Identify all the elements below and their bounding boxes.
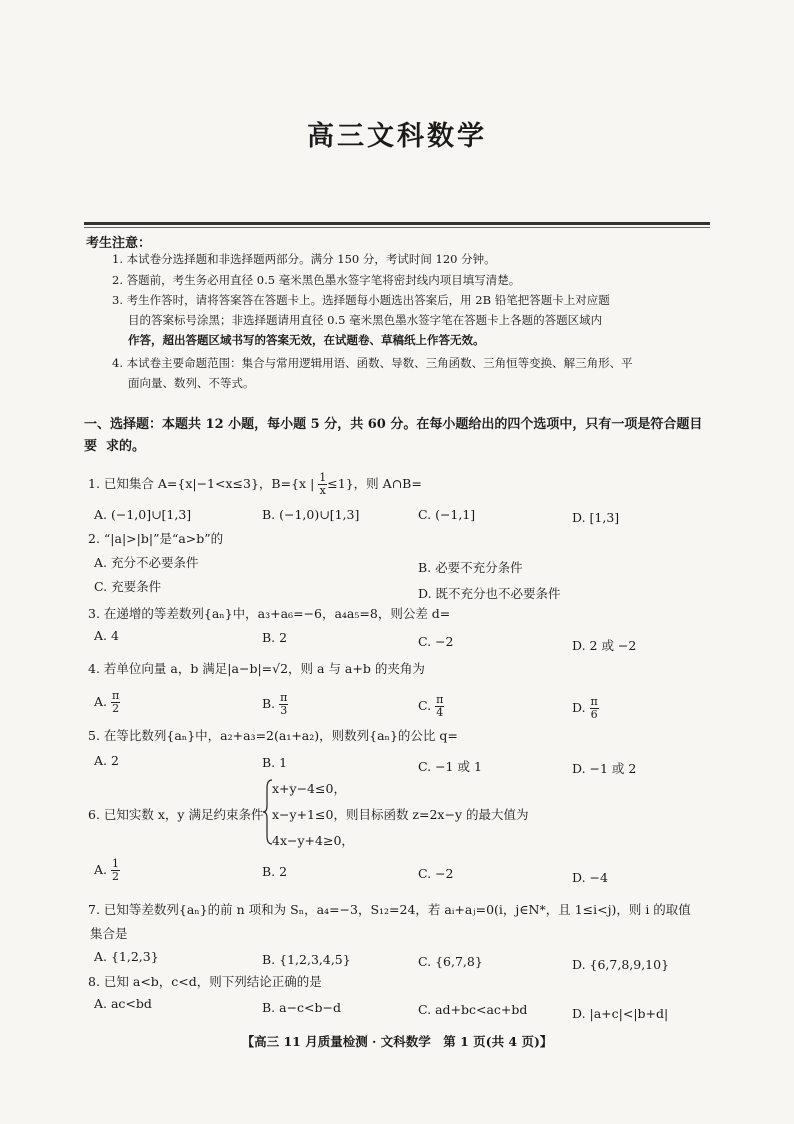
notice-item: 面向量、数列、不等式。 (128, 376, 255, 390)
option-a: A. (−1,0]∪[1,3] (94, 507, 192, 522)
option-b: B. {1,2,3,4,5} (262, 952, 351, 967)
page-title: 高三文科数学 (307, 121, 487, 152)
notice-heading: 考生注意： (86, 236, 152, 251)
option-a: A. 充分不必要条件 (94, 555, 199, 570)
option-d: D. −1 或 2 (572, 761, 637, 776)
option-d: D. [1,3] (572, 510, 620, 525)
option-c: C. −2 (418, 634, 454, 649)
question-4-stem: 4. 若单位向量 a，b 满足|a−b|=√2，则 a 与 a+b 的夹角为 (88, 661, 425, 676)
header-rule-thin (84, 227, 710, 228)
notice-item: 1. 本试卷分选择题和非选择题两部分。满分 150 分，考试时间 120 分钟。 (112, 252, 496, 266)
option-a: A. $\frac{1}{2}$ (94, 857, 119, 883)
option-b: B. (−1,0)∪[1,3] (262, 507, 360, 522)
option-d: D. {6,7,8,9,10} (572, 957, 670, 972)
notice-item: 4. 本试卷主要命题范围：集合与常用逻辑用语、函数、导数、三角函数、三角恒等变换、解三角形、平 (112, 356, 633, 370)
option-d: D. 既不充分也不必要条件 (418, 586, 561, 601)
constraint-line: x−y+1≤0，则目标函数 z=2x−y 的最大值为 (272, 807, 529, 822)
option-d: D. −4 (572, 870, 608, 885)
option-a: A. ac<bd (94, 996, 152, 1011)
question-8-stem: 8. 已知 a<b，c<d，则下列结论正确的是 (88, 974, 322, 989)
constraint-line: x+y−4≤0， (272, 781, 346, 796)
question-7-stem: 7. 已知等差数列{aₙ}的前 n 项和为 Sₙ，a₄=−3，S₁₂=24，若 aᵢ+aⱼ=0(i，j∈N*，且 1≤i<j)，则 i 的取值 (88, 902, 691, 917)
question-7-stem-cont: 集合是 (90, 926, 128, 941)
option-c: C. {6,7,8} (418, 954, 483, 969)
option-a: A. $\frac{\pi}{2}$ (94, 689, 120, 715)
option-d: D. $\frac{\pi}{6}$ (572, 695, 598, 721)
option-c: C. 充要条件 (94, 579, 162, 594)
option-d: D. 2 或 −2 (572, 638, 637, 653)
option-b: B. $\frac{\pi}{3}$ (262, 691, 288, 717)
option-b: B. 1 (262, 755, 288, 770)
option-b: B. 2 (262, 630, 288, 645)
option-a: A. 2 (94, 753, 119, 768)
notice-item: 作答，超出答题区域书写的答案无效，在试题卷、草稿纸上作答无效。 (128, 333, 485, 347)
option-c: C. −2 (418, 866, 454, 881)
option-c: C. (−1,1] (418, 507, 476, 522)
option-b: B. a−c<b−d (262, 1000, 342, 1015)
section-heading-cont: 求的。 (106, 439, 146, 454)
question-6-stem: 6. 已知实数 x，y 满足约束条件 (88, 807, 264, 822)
question-1-stem: 1. 已知集合 A={x|−1<x≤3}，B={x | $\frac{1}{x}$ ≤1}，则 A∩B= (88, 471, 422, 497)
question-2-stem: 2. “|a|>|b|”是“a>b”的 (88, 531, 224, 546)
question-5-stem: 5. 在等比数列{aₙ}中，a₂+a₃=2(a₁+a₂)，则数列{aₙ}的公比 q= (88, 728, 458, 743)
page-footer: 【高三 11 月质量检测 · 文科数学 第 1 页(共 4 页)】 (241, 1034, 553, 1049)
constraint-line: 4x−y+4≥0， (272, 833, 354, 848)
notice-item: 3. 考生作答时，请将答案答在答题卡上。选择题每小题选出答案后，用 2B 铅笔把答题卡上对应题 (112, 293, 610, 307)
notice-item: 目的答案标号涂黑；非选择题请用直径 0.5 毫米黑色墨水签字笔在答题卡上各题的答题区域内 (128, 313, 603, 327)
option-a: A. 4 (94, 628, 119, 643)
option-c: C. ad+bc<ac+bd (418, 1002, 528, 1017)
question-3-stem: 3. 在递增的等差数列{aₙ}中，a₃+a₆=−6，a₄a₅=8，则公差 d= (88, 606, 451, 621)
option-c: C. −1 或 1 (418, 759, 482, 774)
header-rule (84, 222, 710, 225)
option-b: B. 必要不充分条件 (418, 560, 523, 575)
option-b: B. 2 (262, 864, 288, 879)
section-heading: 一、选择题：本题共 12 小题，每小题 5 分，共 60 分。在每小题给出的四个选项中，只有一项是符合题目要 (84, 417, 703, 454)
option-c: C. $\frac{\pi}{4}$ (418, 693, 444, 719)
option-a: A. {1,2,3} (94, 949, 159, 964)
notice-item: 2. 答题前，考生务必用直径 0.5 毫米黑色墨水签字笔将密封线内项目填写清楚。 (112, 273, 521, 287)
option-d: D. |a+c|<|b+d| (572, 1006, 669, 1021)
